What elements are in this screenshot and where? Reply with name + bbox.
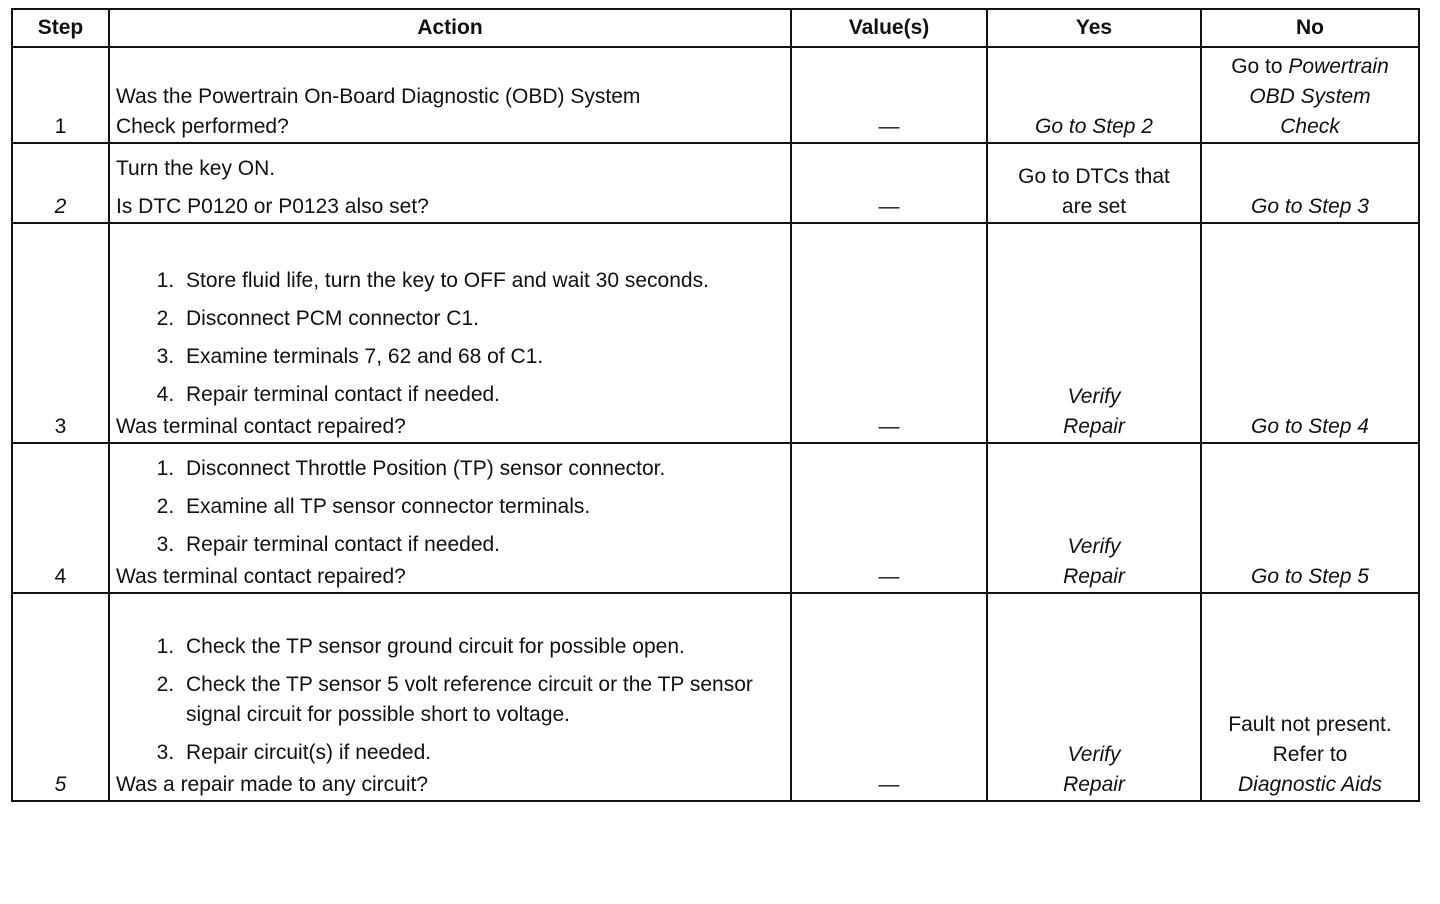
value-cell: — (791, 593, 987, 801)
action-text: Turn the key ON. (116, 157, 276, 180)
action-cell (109, 47, 791, 143)
action-cell (109, 443, 791, 593)
no-text: Go to Step 3 (1251, 195, 1369, 218)
procedure-list (116, 632, 784, 768)
value-cell: — (791, 443, 987, 593)
yes-cell (987, 593, 1201, 801)
list-item: 2. Check the TP sensor 5 volt reference circuit or the TP sensor signal circuit for possible short to voltage. (180, 670, 784, 730)
yes-cell (987, 143, 1201, 223)
list-item: 2. Disconnect PCM connector C1. (180, 304, 784, 334)
yes-cell (987, 443, 1201, 593)
step-number: 5 (12, 593, 109, 801)
yes-text: Repair (1063, 565, 1125, 588)
procedure-list (116, 454, 784, 560)
no-cell (1201, 143, 1419, 223)
value-cell: — (791, 47, 987, 143)
list-item: 1. Disconnect Throttle Position (TP) sensor connector. (180, 454, 784, 484)
yes-text: Go to Step 2 (1035, 115, 1153, 138)
procedure-list (116, 266, 784, 410)
no-text: Diagnostic Aids (1238, 773, 1382, 796)
step-number: 1 (12, 47, 109, 143)
list-item: 4. Repair terminal contact if needed. (180, 380, 784, 410)
question-text: Was terminal contact repaired? (116, 415, 406, 438)
list-item: 2. Examine all TP sensor connector terminals. (180, 492, 784, 522)
header-yes: Yes (987, 9, 1201, 47)
value-cell: — (791, 143, 987, 223)
no-cell (1201, 223, 1419, 443)
yes-cell (987, 223, 1201, 443)
yes-cell (987, 47, 1201, 143)
yes-text: Repair (1063, 415, 1125, 438)
table-row (12, 223, 1419, 443)
yes-text: are set (1061, 195, 1127, 218)
question-text: Was terminal contact repaired? (116, 565, 406, 588)
header-step: Step (12, 9, 109, 47)
action-text: Is DTC P0120 or P0123 also set? (116, 195, 429, 218)
table-row (12, 143, 1419, 223)
step-number: 4 (12, 443, 109, 593)
no-text: OBD System (1249, 85, 1371, 108)
question-text: Was a repair made to any circuit? (116, 773, 429, 796)
header-action: Action (109, 9, 791, 47)
table-row (12, 443, 1419, 593)
value-cell: — (791, 223, 987, 443)
list-item: 3. Repair terminal contact if needed. (180, 530, 784, 560)
list-item: 3. Examine terminals 7, 62 and 68 of C1. (180, 342, 784, 372)
no-text: Go to Step 5 (1251, 565, 1369, 588)
header-row (12, 9, 1419, 47)
list-item: 1. Check the TP sensor ground circuit for possible open. (180, 632, 784, 662)
no-cell (1201, 593, 1419, 801)
no-text: Fault not present. (1228, 713, 1392, 736)
list-item: 3. Repair circuit(s) if needed. (180, 738, 784, 768)
action-cell (109, 593, 791, 801)
no-text: Go to Step 4 (1251, 415, 1369, 438)
no-cell (1201, 47, 1419, 143)
list-item: 1. Store fluid life, turn the key to OFF and wait 30 seconds. (180, 266, 784, 296)
step-number: 3 (12, 223, 109, 443)
yes-text: Verify (1067, 385, 1121, 408)
no-text: Check (1280, 115, 1340, 138)
action-cell (109, 223, 791, 443)
action-text: Was the Powertrain On-Board Diagnostic (OBD) System (116, 85, 641, 108)
diagnostic-table (11, 8, 1420, 802)
header-no: No (1201, 9, 1419, 47)
step-number: 2 (12, 143, 109, 223)
no-cell (1201, 443, 1419, 593)
yes-text: Verify (1067, 743, 1121, 766)
header-values: Value(s) (791, 9, 987, 47)
action-text: Check performed? (116, 115, 289, 138)
action-cell (109, 143, 791, 223)
table-row (12, 593, 1419, 801)
table-row (12, 47, 1419, 143)
yes-text: Repair (1063, 773, 1125, 796)
yes-text: Go to DTCs that (1018, 165, 1170, 188)
yes-text: Verify (1067, 535, 1121, 558)
no-text: Refer to (1272, 743, 1348, 766)
no-text: Go to (1231, 55, 1283, 78)
no-text: Powertrain (1288, 55, 1389, 78)
